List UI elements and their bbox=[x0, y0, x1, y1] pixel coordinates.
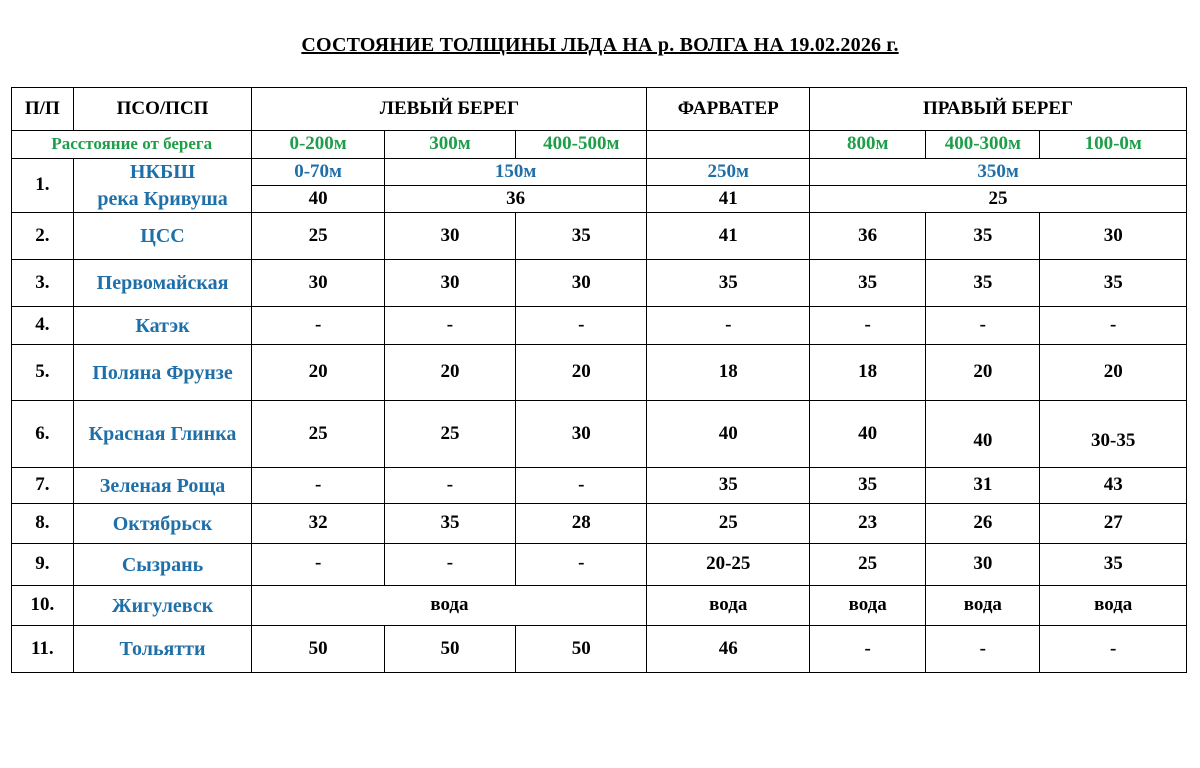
value-cell: 40 bbox=[252, 186, 384, 213]
value-cell: 35 bbox=[926, 260, 1040, 307]
value-cell: 20 bbox=[516, 345, 647, 401]
value-cell: 35 bbox=[926, 213, 1040, 260]
sub-distance: 350м bbox=[810, 159, 1187, 186]
value-cell: 25 bbox=[810, 544, 926, 586]
value-cell: 35 bbox=[1040, 544, 1187, 586]
station-name: Тольятти bbox=[73, 626, 252, 673]
value-cell: 35 bbox=[647, 260, 810, 307]
row-num: 3. bbox=[12, 260, 74, 307]
table-row bbox=[12, 260, 1187, 307]
distance-row bbox=[12, 131, 1187, 159]
value-cell: 35 bbox=[384, 504, 515, 544]
table-row bbox=[12, 186, 1187, 213]
value-cell: 46 bbox=[647, 626, 810, 673]
header-row bbox=[12, 88, 1187, 131]
value-cell: - bbox=[926, 307, 1040, 345]
value-cell: 41 bbox=[647, 186, 810, 213]
station-name: Катэк bbox=[73, 307, 252, 345]
distance-fairway bbox=[647, 131, 810, 159]
row-num: 6. bbox=[12, 401, 74, 468]
value-cell: - bbox=[1040, 626, 1187, 673]
value-cell: 25 bbox=[647, 504, 810, 544]
distance-left-1: 0-200м bbox=[252, 131, 384, 159]
station-name: Жигулевск bbox=[73, 586, 252, 626]
value-cell: 18 bbox=[647, 345, 810, 401]
value-cell: 18 bbox=[810, 345, 926, 401]
row-num: 2. bbox=[12, 213, 74, 260]
value-cell: вода bbox=[647, 586, 810, 626]
header-left-bank: ЛЕВЫЙ БЕРЕГ bbox=[252, 88, 647, 131]
value-cell: 40 bbox=[647, 401, 810, 468]
header-right-bank: ПРАВЫЙ БЕРЕГ bbox=[810, 88, 1187, 131]
value-cell: 35 bbox=[1040, 260, 1187, 307]
value-cell: - bbox=[647, 307, 810, 345]
distance-left-3: 400-500м bbox=[516, 131, 647, 159]
station-name: Первомайская bbox=[73, 260, 252, 307]
value-cell: вода bbox=[810, 586, 926, 626]
table-row bbox=[12, 307, 1187, 345]
value-cell: 20 bbox=[1040, 345, 1187, 401]
value-cell: 27 bbox=[1040, 504, 1187, 544]
value-cell: 30 bbox=[252, 260, 384, 307]
value-cell: 20 bbox=[384, 345, 515, 401]
value-cell: 30 bbox=[926, 544, 1040, 586]
value-cell: - bbox=[1040, 307, 1187, 345]
value-cell: - bbox=[252, 307, 384, 345]
value-cell: 26 bbox=[926, 504, 1040, 544]
value-cell: - bbox=[384, 307, 515, 345]
table-row bbox=[12, 586, 1187, 626]
value-cell: - bbox=[516, 307, 647, 345]
row-num: 11. bbox=[12, 626, 74, 673]
value-cell: - bbox=[252, 468, 384, 504]
station-name: НКБШ bbox=[73, 159, 252, 186]
value-cell: 50 bbox=[252, 626, 384, 673]
value-cell: 40 bbox=[810, 401, 926, 468]
value-cell: 23 bbox=[810, 504, 926, 544]
value-cell: - bbox=[516, 544, 647, 586]
value-cell: 36 bbox=[810, 213, 926, 260]
value-cell: 50 bbox=[384, 626, 515, 673]
value-cell: 25 bbox=[252, 401, 384, 468]
value-cell: 35 bbox=[516, 213, 647, 260]
ice-thickness-table bbox=[11, 87, 1187, 673]
value-cell: 35 bbox=[810, 260, 926, 307]
header-name: ПСО/ПСП bbox=[73, 88, 252, 131]
station-name: Зеленая Роща bbox=[73, 468, 252, 504]
sub-distance: 150м bbox=[384, 159, 647, 186]
value-cell: - bbox=[926, 626, 1040, 673]
distance-right-2: 400-300м bbox=[926, 131, 1040, 159]
value-cell: 31 bbox=[926, 468, 1040, 504]
value-cell: - bbox=[384, 544, 515, 586]
value-cell: вода bbox=[252, 586, 647, 626]
value-cell: - bbox=[810, 626, 926, 673]
value-cell: вода bbox=[926, 586, 1040, 626]
value-cell: - bbox=[516, 468, 647, 504]
sub-distance: 0-70м bbox=[252, 159, 384, 186]
value-cell: 25 bbox=[252, 213, 384, 260]
value-cell: вода bbox=[1040, 586, 1187, 626]
row-num: 8. bbox=[12, 504, 74, 544]
value-cell: 43 bbox=[1040, 468, 1187, 504]
station-name: Поляна Фрунзе bbox=[73, 345, 252, 401]
table-row bbox=[12, 626, 1187, 673]
value-cell: 30 bbox=[516, 401, 647, 468]
station-name: ЦСС bbox=[73, 213, 252, 260]
value-cell: 50 bbox=[516, 626, 647, 673]
row-num: 5. bbox=[12, 345, 74, 401]
row-num: 9. bbox=[12, 544, 74, 586]
value-cell: 35 bbox=[647, 468, 810, 504]
value-cell: 20 bbox=[252, 345, 384, 401]
row-num: 4. bbox=[12, 307, 74, 345]
value-cell: 32 bbox=[252, 504, 384, 544]
header-fairway: ФАРВАТЕР bbox=[647, 88, 810, 131]
header-num: П/П bbox=[12, 88, 74, 131]
distance-right-1: 800м bbox=[810, 131, 926, 159]
row-num: 10. bbox=[12, 586, 74, 626]
value-cell: - bbox=[384, 468, 515, 504]
table-row bbox=[12, 544, 1187, 586]
row-num: 7. bbox=[12, 468, 74, 504]
station-name: Сызрань bbox=[73, 544, 252, 586]
value-cell: - bbox=[810, 307, 926, 345]
table-row bbox=[12, 504, 1187, 544]
value-cell: 25 bbox=[384, 401, 515, 468]
value-cell: - bbox=[252, 544, 384, 586]
value-cell: 20-25 bbox=[647, 544, 810, 586]
distance-right-3: 100-0м bbox=[1040, 131, 1187, 159]
value-cell: 30 bbox=[1040, 213, 1187, 260]
row-num: 1. bbox=[12, 159, 74, 213]
value-cell: 30-35 bbox=[1040, 401, 1187, 468]
station-name: Октябрьск bbox=[73, 504, 252, 544]
value-cell: 30 bbox=[384, 213, 515, 260]
table-row bbox=[12, 468, 1187, 504]
value-cell: 25 bbox=[810, 186, 1187, 213]
table-row bbox=[12, 159, 1187, 186]
value-cell: 30 bbox=[516, 260, 647, 307]
value-cell: 28 bbox=[516, 504, 647, 544]
table-row bbox=[12, 345, 1187, 401]
value-cell: 36 bbox=[384, 186, 647, 213]
value-cell: 35 bbox=[810, 468, 926, 504]
table-row bbox=[12, 401, 1187, 468]
distance-left-2: 300м bbox=[384, 131, 515, 159]
page-title: СОСТОЯНИЕ ТОЛЩИНЫ ЛЬДА НА р. ВОЛГА НА 19.02.2026 г. bbox=[301, 34, 899, 56]
station-name: Красная Глинка bbox=[73, 401, 252, 468]
sub-distance: 250м bbox=[647, 159, 810, 186]
value-cell: 30 bbox=[384, 260, 515, 307]
value-cell: 20 bbox=[926, 345, 1040, 401]
value-cell: 40 bbox=[926, 401, 1040, 468]
value-cell: 41 bbox=[647, 213, 810, 260]
table-row bbox=[12, 213, 1187, 260]
distance-label: Расстояние от берега bbox=[12, 131, 252, 159]
station-name: река Кривуша bbox=[73, 186, 252, 213]
